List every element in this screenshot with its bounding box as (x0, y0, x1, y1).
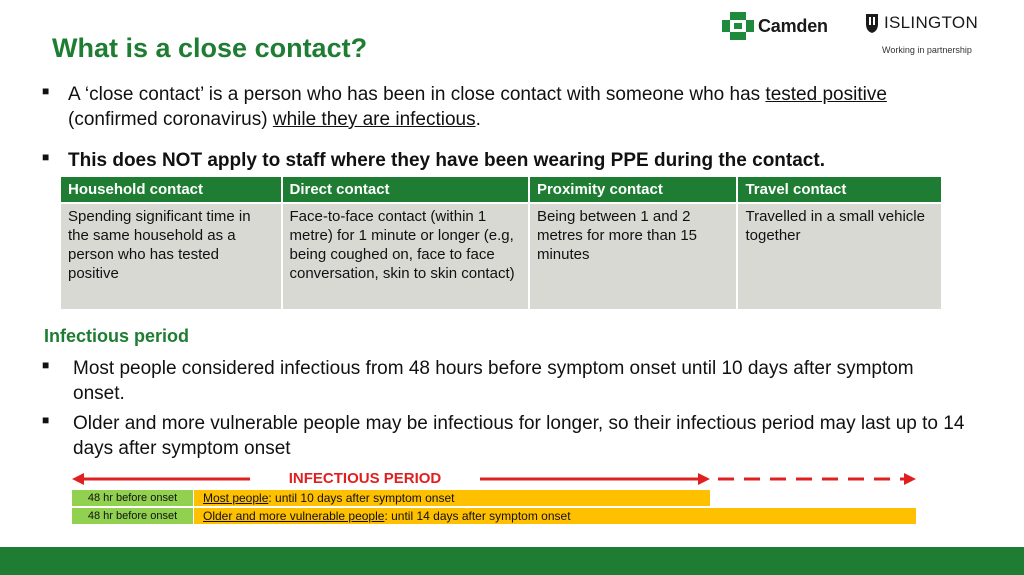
bullet-vulnerable (42, 411, 982, 461)
infectious-bar-14-days: Older and more vulnerable people: until 14 days after symptom onset (193, 508, 916, 524)
tested-positive-text: tested positive (765, 84, 887, 105)
timeline-row-most-people (72, 490, 710, 506)
partnership-tagline: Working in partnership (882, 45, 972, 55)
camden-wordmark: Camden (758, 15, 828, 36)
while-infectious-text: while they are infectious (272, 109, 476, 130)
table-header-row (60, 176, 942, 203)
bullet-marker: ■ (42, 150, 50, 164)
bullet-marker: ■ (42, 84, 50, 98)
cell-travel: Travelled in a small vehicle together (737, 203, 942, 310)
arrow-left-head-icon (72, 473, 84, 485)
bullet-most-people (42, 356, 982, 406)
islington-crest-icon (862, 12, 882, 34)
table-row (60, 203, 942, 310)
cell-proximity: Being between 1 and 2 metres for more than 15 minutes (529, 203, 738, 310)
arrow-right-head-icon (904, 473, 916, 485)
bullet-text: This does NOT apply to staff where they have been wearing PPE during the contact. (68, 150, 825, 171)
arrow-mid-head-icon (698, 473, 710, 485)
page-title: What is a close contact? (52, 33, 368, 63)
infectious-bar-10-days: Most people: until 10 days after symptom onset (193, 490, 710, 506)
camden-logo (722, 12, 828, 40)
bullet-ppe (42, 148, 825, 173)
contact-types-table (59, 175, 943, 311)
bullet-text: Most people considered infectious from 48 hours before symptom onset until 10 days after symptom onset. (73, 358, 914, 404)
footer-band (0, 547, 1024, 575)
header-travel: Travel contact (737, 176, 942, 203)
islington-wordmark: ISLINGTON (884, 13, 979, 32)
pre-onset-bar: 48 hr before onset (72, 508, 193, 524)
infectious-period-label: INFECTIOUS PERIOD (250, 470, 480, 487)
bullet-text: A ‘close contact’ is a person who has been in close contact with someone who has tested positive (confirmed coronavirus) while they are infectious. (68, 84, 887, 130)
cell-household: Spending significant time in the same household as a person who has tested positive (60, 203, 282, 310)
camden-mark-icon (722, 12, 754, 40)
header-proximity: Proximity contact (529, 176, 738, 203)
header-direct: Direct contact (282, 176, 529, 203)
cell-direct: Face-to-face contact (within 1 metre) for 1 minute or longer (e.g, being coughed on, face to face conversation, skin to skin contact) (282, 203, 529, 310)
bullet-marker: ■ (42, 413, 50, 427)
bullet-text: Older and more vulnerable people may be infectious for longer, so their infectious period may last up to 14 days after symptom onset (73, 413, 965, 459)
bullet-close-contact (42, 82, 1002, 132)
islington-logo (862, 12, 978, 34)
pre-onset-bar: 48 hr before onset (72, 490, 193, 506)
timeline-row-vulnerable (72, 508, 916, 524)
bullet-marker: ■ (42, 358, 50, 372)
logos (722, 12, 992, 60)
infectious-period-heading: Infectious period (44, 326, 190, 346)
header-household: Household contact (60, 176, 282, 203)
